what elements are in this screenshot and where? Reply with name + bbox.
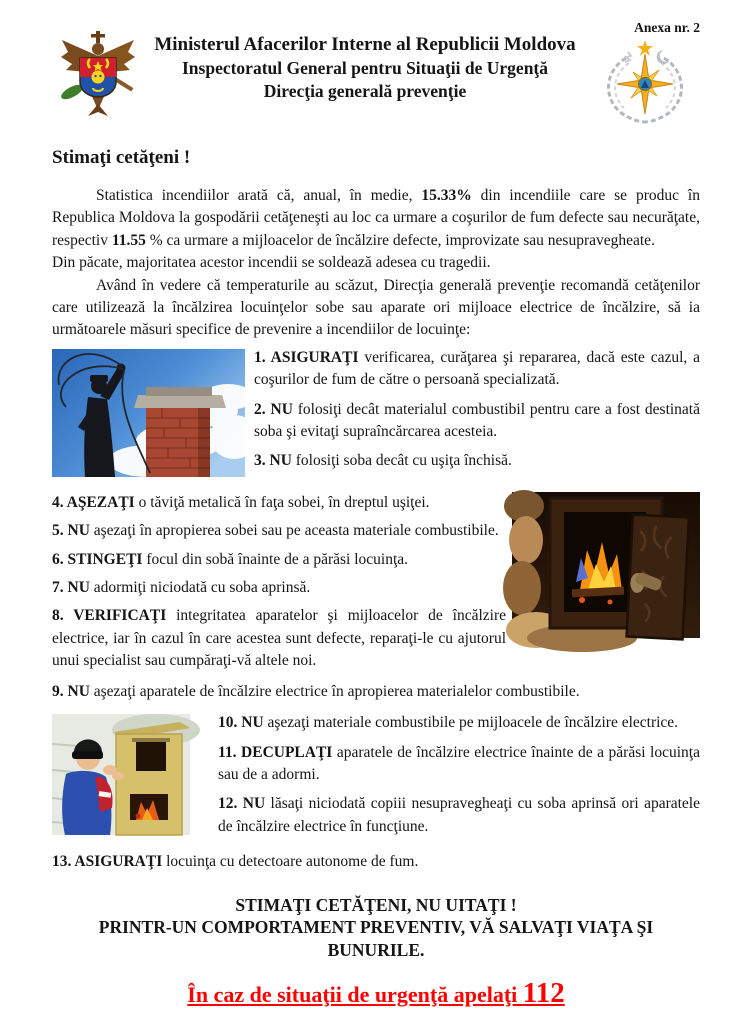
item-4-text: o tăviţă metalică în faţa sobei, în dreptul uşiţei. [134, 493, 430, 511]
stove-fire-photo [512, 492, 700, 643]
item-2-lead: 2. NU [254, 400, 293, 418]
directorate-title: Direcţia generală prevenţie [263, 81, 467, 102]
header [52, 16, 700, 129]
ministry-title: Ministerul Afacerilor Interne al Republicii Moldova [154, 34, 576, 55]
footer-message [52, 894, 700, 962]
item-8-text: integritatea aparatelor şi mijloacelor de încălzire electrice, iar în cazul în care acestea sunt defecte, reparaţi-le cu ajutorul unui specialist sau cumpăraţi-vă altele noi. [52, 607, 506, 670]
section-stove [52, 492, 700, 673]
annex-label: Anexa nr. 2 [634, 20, 700, 35]
item-13-lead: 13. ASIGURAŢI [52, 853, 163, 871]
emergency-call-line [52, 977, 700, 1010]
item-12-text: lăsaţi niciodată copiii nesupravegheaţi cu soba aprinsă ori aparatele de încălzire electrice în funcţiune. [218, 795, 700, 835]
child-near-stove-photo [52, 714, 190, 840]
item-4-lead: 4. AŞEZAŢI [52, 493, 135, 511]
emergency-text: În caz de situaţii de urgenţă apelaţi [187, 982, 523, 1008]
item-7-text: adormiţi niciodată cu soba aprinsă. [89, 579, 311, 597]
item-13-text: locuinţa cu detectoare autonome de fum. [162, 853, 419, 871]
footer-line-2: PRINTR-UN COMPORTAMENT PREVENTIV, VĂ SALVAŢI VIAŢA ŞI BUNURILE. [98, 917, 654, 960]
item-3-text: folosiţi soba decât cu uşiţa închisă. [291, 452, 512, 470]
list-item-9 [52, 681, 700, 703]
tragedy-note: Din păcate, majoritatea acestor incendii se soldează adesea cu tragedii. [52, 254, 491, 272]
header-titles [148, 32, 582, 103]
item-9-text: aşezaţi aparatele de încălzire electrice în apropierea materialelor combustibile. [89, 682, 580, 700]
item-5-lead: 5. NU [52, 522, 90, 540]
list-item-13 [52, 851, 700, 873]
item-6-text: focul din sobă înainte de a părăsi locuinţa. [142, 550, 409, 568]
igsu-star-emblem-icon [582, 38, 692, 129]
emergency-number-112: 112 [522, 977, 565, 1010]
item-7-lead: 7. NU [52, 579, 90, 597]
item-10-lead: 10. NU [218, 714, 264, 732]
item-10-text: aşezaţi materiale combustibile pe mijloacele de încălzire electrice. [263, 714, 679, 732]
stat-fires-chimney: 15.33% [421, 187, 472, 204]
moldova-coat-of-arms-icon [52, 30, 148, 125]
intro-text-2: din incendiile care se produc în Republica Moldova la gospodării cetăţeneşti au loc ca urmare a coşurilor de fum defecte sau necurăţate, respectiv [52, 187, 700, 249]
section-chimney [52, 347, 700, 484]
greeting-title: Stimaţi cetăţeni ! [52, 147, 191, 168]
item-5-text: aşezaţi în apropierea sobei sau pe aceasta materiale combustibile. [89, 522, 499, 540]
item-2-text: folosiţi decât materialul combustibil pentru care a fost destinată soba şi evitaţi supraîncărcarea acesteia. [254, 400, 700, 441]
item-1-lead: 1. ASIGURAŢI [254, 348, 359, 366]
item-12-lead: 12. NU [218, 795, 266, 813]
inspectorate-title: Inspectoratul General pentru Situaţii de Urgenţă [181, 58, 549, 79]
footer-line-1: STIMAŢI CETĂŢENI, NU UITAŢI ! [235, 894, 517, 915]
recommendation-paragraph: Având în vedere că temperaturile au scăzut, Direcţia generală prevenţie recomandă cetăţenilor care utilizează la încălzirea locuinţelor sobe sau aparate ori mijloace electrice de încălzire, să ia următoarele măsuri specifice de prevenire a incendiilor de locuinţe: [52, 276, 700, 339]
item-11-text: aparatele de încălzire electrice înainte de a părăsi locuinţa sau de a adormi. [218, 743, 700, 783]
item-3-lead: 3. NU [254, 452, 292, 470]
section-child [52, 712, 700, 842]
intro-text-3: % ca urmare a mijloacelor de încălzire defecte, improvizate sau nesupravegheate. [145, 231, 655, 249]
intro-paragraph [52, 185, 700, 252]
item-9-lead: 9. NU [52, 682, 90, 700]
stat-fires-heating: 11.55 [111, 231, 146, 249]
chimney-sweep-photo [52, 349, 245, 482]
item-8-lead: 8. VERIFICAŢI [52, 607, 167, 625]
item-1-text: verificarea, curăţarea şi repararea, dacă este cazul, a coşurilor de fum de către o persoană specializată. [254, 348, 700, 389]
item-6-lead: 6. STINGEŢI [52, 550, 143, 568]
item-11-lead: 11. DECUPLAŢI [218, 743, 333, 761]
intro-text-1: Statistica incendiilor arată că, anual, în medie, [96, 187, 422, 204]
header-right [582, 16, 700, 129]
